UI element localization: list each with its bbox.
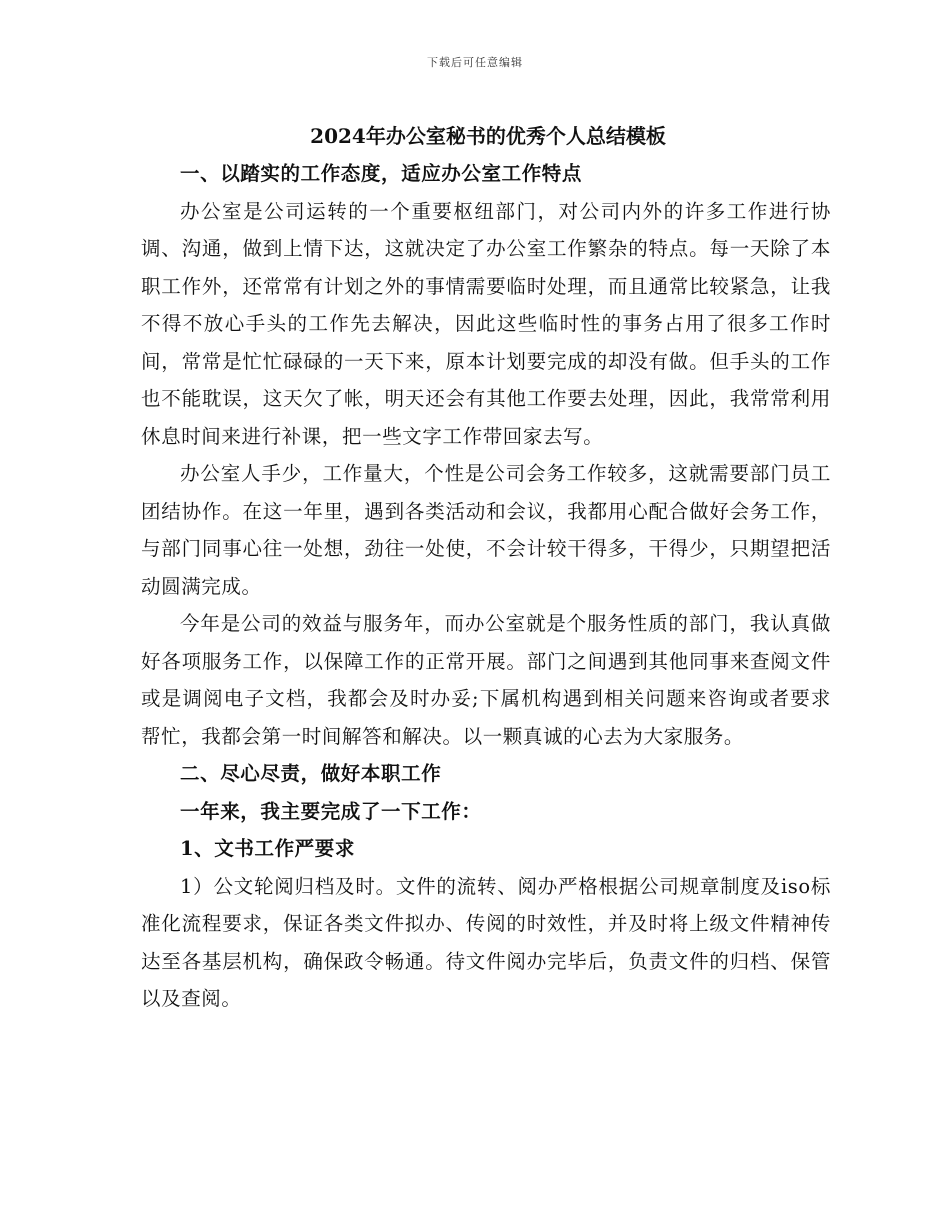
body-paragraph-2: 办公室人手少，工作量大，个性是公司会务工作较多，这就需要部门员工团结协作。在这一年里，遇到各类活动和会议，我都用心配合做好会务工作，与部门同事心往一处想，劲往一处使，不会计较干得多，干得少，只期望把活动圆满完成。 xyxy=(141,462,831,598)
header-note: 下载后可任意编辑 xyxy=(427,56,523,69)
body-paragraph-4: 1）公文轮阅归档及时。文件的流转、阅办严格根据公司规章制度及iso标准化流程要求，保证各类文件拟办、传阅的时效性，并及时将上级文件精神传达至各基层机构，确保政令畅通。待文件阅办完毕后，负责文件的归档、保管以及查阅。 xyxy=(141,874,831,1010)
section-heading-2: 二、尽心尽责，做好本职工作 xyxy=(180,762,442,785)
sub-heading-summary: 一年来，我主要完成了一下工作： xyxy=(180,799,482,823)
section-heading-1: 一、以踏实的工作态度，适应办公室工作特点 xyxy=(180,162,583,185)
document-body xyxy=(141,118,831,1018)
sub-heading-1: 1、文书工作严要求 xyxy=(180,837,355,860)
body-paragraph-1: 办公室是公司运转的一个重要枢纽部门，对公司内外的许多工作进行协调、沟通，做到上情下达，这就决定了办公室工作繁杂的特点。每一天除了本职工作外，还常常有计划之外的事情需要临时处理，而且通常比较紧急，让我不得不放心手头的工作先去解决，因此这些临时性的事务占用了很多工作时间，常常是忙忙碌碌的一天下来，原本计划要完成的却没有做。但手头的工作也不能耽误，这天欠了帐，明天还会有其他工作要去处理，因此，我常常利用休息时间来进行补课，把一些文字工作带回家去写。 xyxy=(141,199,831,448)
body-paragraph-3: 今年是公司的效益与服务年，而办公室就是个服务性质的部门，我认真做好各项服务工作，以保障工作的正常开展。部门之间遇到其他同事来查阅文件或是调阅电子文档，我都会及时办妥;下属机构遇到相关问题来咨询或者要求帮忙，我都会第一时间解答和解决。以一颗真诚的心去为大家服务。 xyxy=(141,612,831,748)
document-title: 2024年办公室秘书的优秀个人总结模板 xyxy=(310,124,666,148)
